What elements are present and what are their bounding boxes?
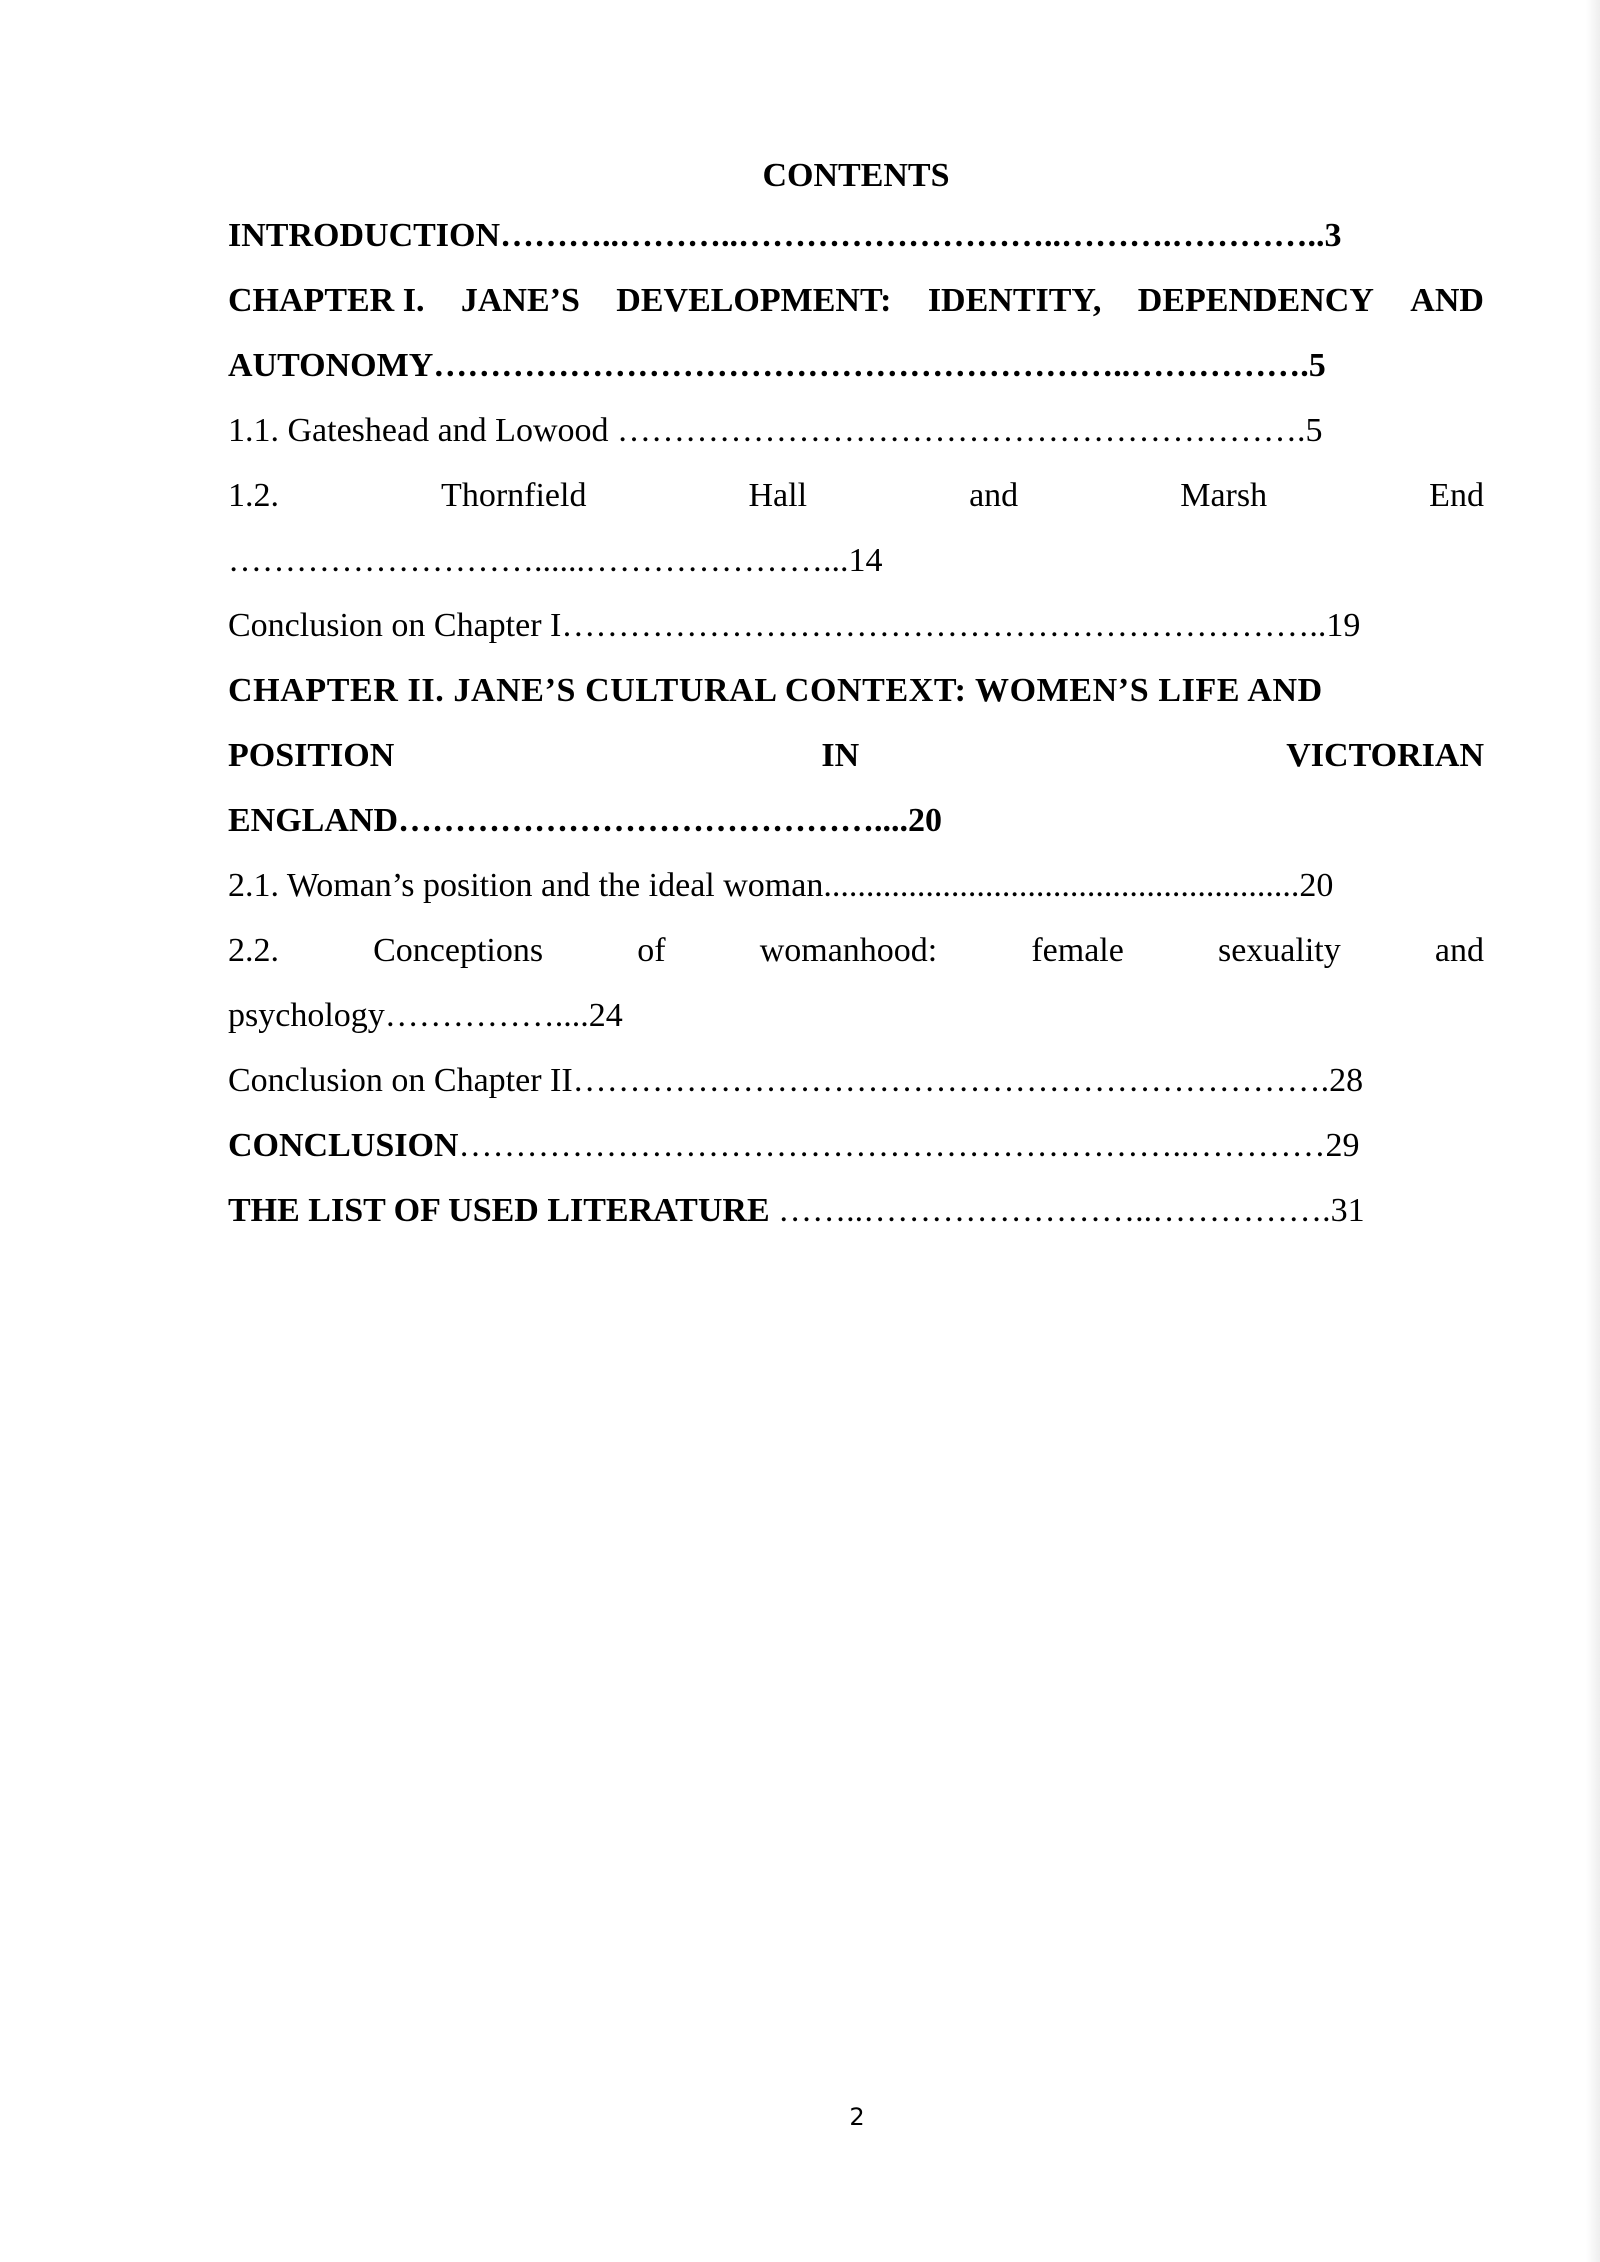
literature-leader: ……..……………………..…………….31: [769, 1192, 1365, 1229]
section-word: of: [637, 932, 666, 969]
toc-entry-section-2-2: [228, 918, 1484, 983]
section-word: female: [1031, 932, 1124, 969]
section-word: Thornfield: [441, 477, 587, 514]
heading-text: CHAPTER II. JANE’S CULTURAL CONTEXT: WOMEN’S LIFE AND: [228, 672, 1323, 709]
section-word: Conceptions: [373, 932, 544, 969]
toc-entry-chapter-2-continued: [228, 723, 1484, 788]
toc-entry-section-1-2: [228, 463, 1484, 528]
section-word: Hall: [748, 477, 808, 514]
section-word: End: [1429, 477, 1484, 514]
heading-word: AND: [1410, 282, 1484, 319]
toc-title: CONTENTS: [762, 157, 950, 194]
toc-entry-conclusion-chapter-1: Conclusion on Chapter I…………………………………………………………..19: [228, 607, 1361, 644]
section-word: and: [969, 477, 1019, 514]
section-word: womanhood:: [759, 932, 938, 969]
conclusion-leader: ………………………………………………………..…………29: [458, 1127, 1360, 1164]
toc-entry-section-2-2-continued: psychology……………....24: [228, 997, 623, 1034]
section-word: 2.2.: [228, 932, 279, 969]
heading-word: VICTORIAN: [1286, 737, 1484, 774]
toc-entry-conclusion-chapter-2: Conclusion on Chapter II………………………………………………………….28: [228, 1062, 1364, 1099]
toc-entry-introduction: INTRODUCTION………..………..………………………..……….…………..3: [228, 217, 1342, 254]
toc-entry-conclusion: [228, 1113, 1484, 1178]
toc-entry-literature: [228, 1178, 1484, 1243]
heading-word: CHAPTER I.: [228, 282, 425, 319]
toc-entry-chapter-1-heading: [228, 268, 1484, 333]
page-edge-shadow: [1586, 0, 1600, 2262]
heading-word: JANE’S: [460, 282, 580, 319]
toc-entry-section-2-1: 2.1. Woman’s position and the ideal woman........................................................20: [228, 867, 1334, 904]
section-word: sexuality: [1217, 932, 1341, 969]
section-word: and: [1434, 932, 1484, 969]
section-word: 1.2.: [228, 477, 279, 514]
heading-word: DEPENDENCY: [1137, 282, 1374, 319]
literature-label: THE LIST OF USED LITERATURE: [228, 1192, 770, 1229]
heading-word: IN: [821, 737, 860, 774]
section-word: Marsh: [1180, 477, 1268, 514]
toc-entry-section-1-1: 1.1. Gateshead and Lowood …………………………………………………….5: [228, 412, 1323, 449]
heading-word: DEVELOPMENT:: [616, 282, 892, 319]
heading-word: POSITION: [228, 737, 395, 774]
table-of-contents: [228, 148, 1484, 1243]
conclusion-label: CONCLUSION: [228, 1127, 459, 1164]
toc-entry-section-1-2-continued: ………………………......…………………...14: [228, 542, 883, 579]
page-number: 2: [849, 2103, 865, 2131]
toc-entry-chapter-1-continued: AUTONOMY……………………………………………………..…………….5: [228, 347, 1326, 384]
toc-entry-chapter-2-end: ENGLAND……………………………………....20: [228, 802, 943, 839]
toc-entry-chapter-2-heading: [228, 658, 1484, 723]
heading-word: IDENTITY,: [927, 282, 1102, 319]
